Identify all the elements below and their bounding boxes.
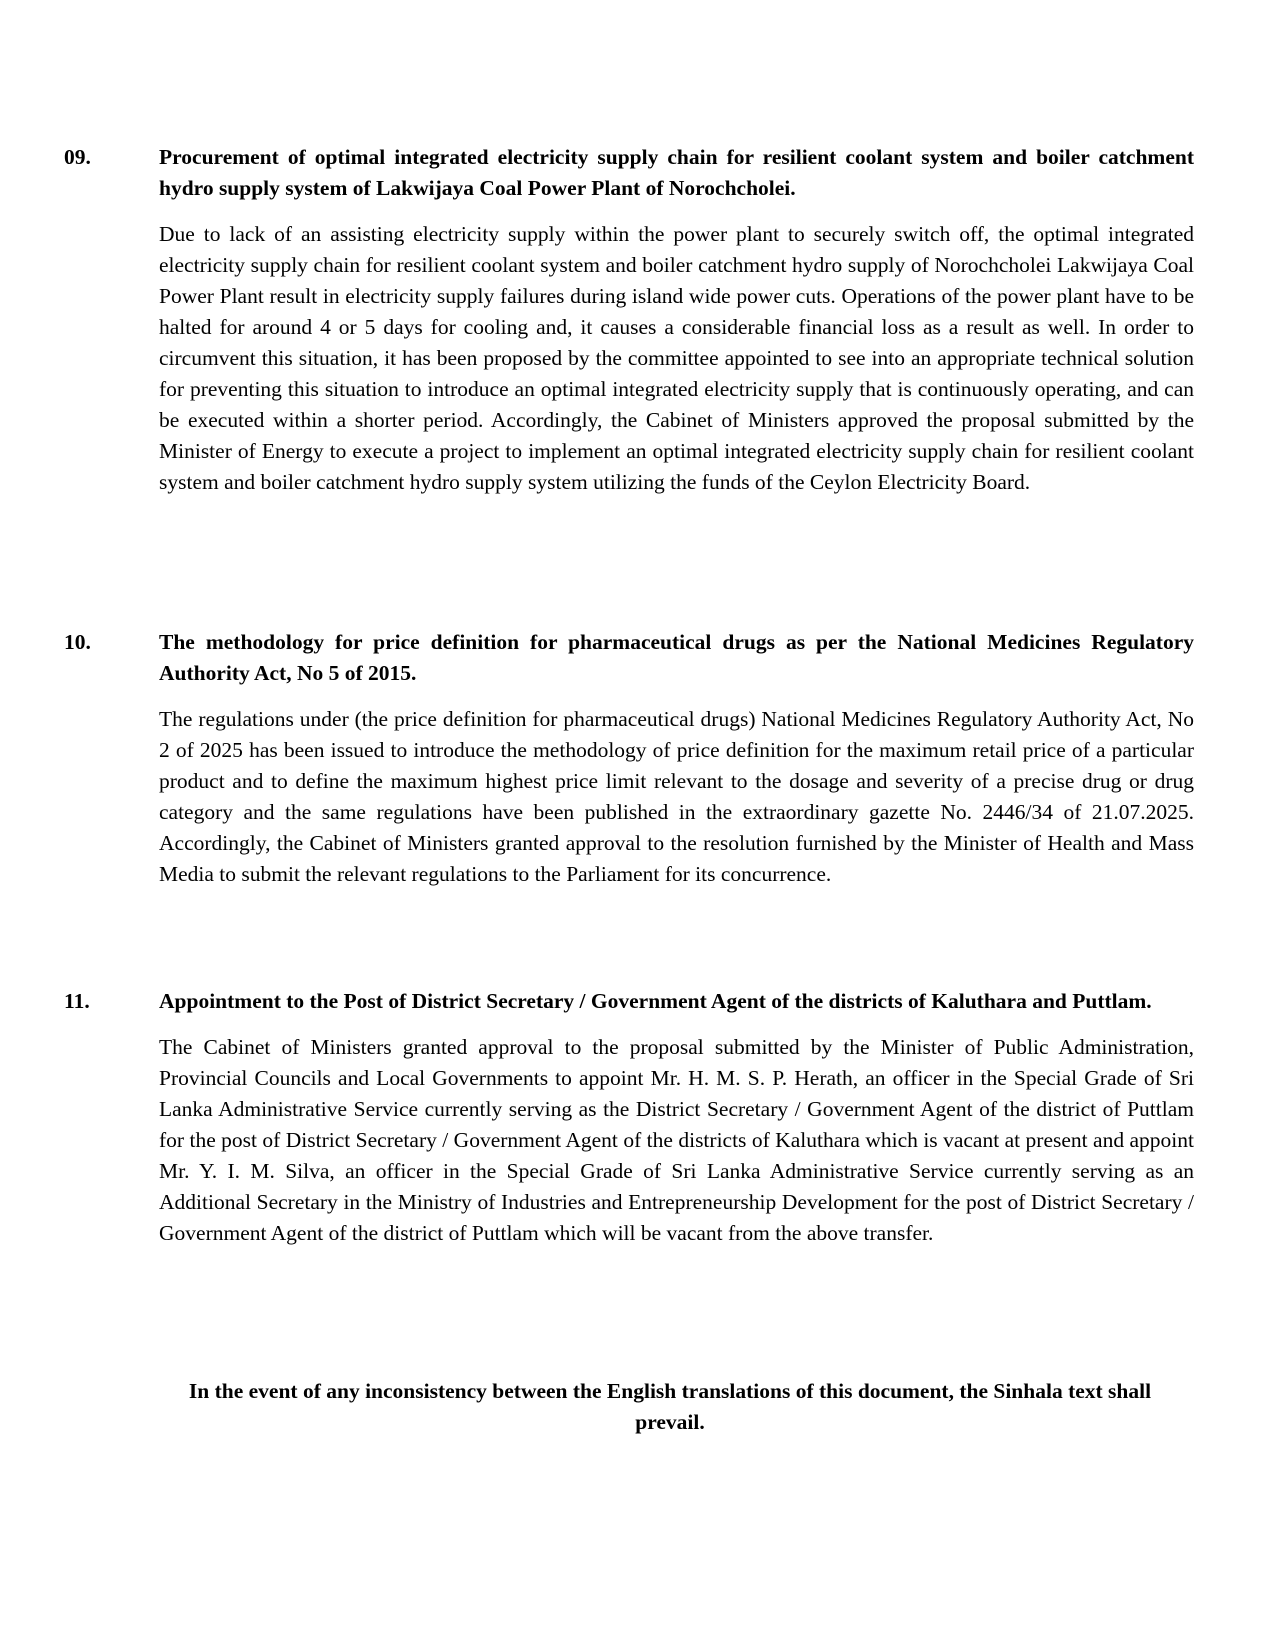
item-body-text: Due to lack of an assisting electricity supply within the power plant to securely switch off, the optimal integrated electricity supply chain for resilient coolant system and boiler catchment hydro supply of Norochcholei Lakwijaya Coal Power Plant result in electricity supply failures during island wide power cuts. Operations of the power plant have to be halted for around 4 or 5 days for cooling and, it causes a considerable financial loss as a result as well. In order to circumvent this situation, it has been proposed by the committee appointed to see into an appropriate technical solution for preventing this situation to introduce an optimal integrated electricity supply that is continuously operating, and can be executed within a shorter period. Accordingly, the Cabinet of Ministers approved the proposal submitted by the Minister of Energy to execute a project to implement an optimal integrated electricity supply chain for resilient coolant system and boiler catchment hydro supply system utilizing the funds of the Ceylon Electricity Board. xyxy=(159,222,1194,494)
item-number: 11. xyxy=(64,989,90,1013)
item-body-text: The regulations under (the price definition for pharmaceutical drugs) National Medicines Regulatory Authority Act, No 2 of 2025 has been issued to introduce the methodology of price definition for the maximum retail price of a particular product and to define the maximum highest price limit relevant to the dosage and severity of a precise drug or drug category and the same regulations have been published in the extraordinary gazette No. 2446/34 of 21.07.2025. Accordingly, the Cabinet of Ministers granted approval to the resolution furnished by the Minister of Health and Mass Media to submit the relevant regulations to the Parliament for its concurrence. xyxy=(159,707,1194,886)
item-number: 10. xyxy=(64,630,91,654)
item-title: Procurement of optimal integrated electricity supply chain for resilient coolant system and boiler catchment hydro supply system of Lakwijaya Coal Power Plant of Norochcholei. xyxy=(159,145,1194,200)
item-body-text: The Cabinet of Ministers granted approval to the proposal submitted by the Minister of Public Administration, Provincial Councils and Local Governments to appoint Mr. H. M. S. P. Herath, an officer in the Special Grade of Sri Lanka Administrative Service currently serving as the District Secretary / Government Agent of the district of Puttlam for the post of District Secretary / Government Agent of the districts of Kaluthara which is vacant at present and appoint Mr. Y. I. M. Silva, an officer in the Special Grade of Sri Lanka Administrative Service currently serving as an Additional Secretary in the Ministry of Industries and Entrepreneurship Development for the post of District Secretary / Government Agent of the district of Puttlam which will be vacant from the above transfer. xyxy=(159,1035,1194,1245)
item-content xyxy=(159,627,1194,890)
item-number: 09. xyxy=(64,145,91,169)
item-content xyxy=(159,142,1194,498)
item-content xyxy=(159,986,1194,1249)
translation-disclaimer: In the event of any inconsistency between the English translations of this document, the Sinhala text shall prevail. xyxy=(188,1379,1152,1434)
item-title: Appointment to the Post of District Secretary / Government Agent of the districts of Kaluthara and Puttlam. xyxy=(159,989,1152,1013)
item-title: The methodology for price definition for pharmaceutical drugs as per the National Medicines Regulatory Authority Act, No 5 of 2015. xyxy=(159,630,1194,685)
